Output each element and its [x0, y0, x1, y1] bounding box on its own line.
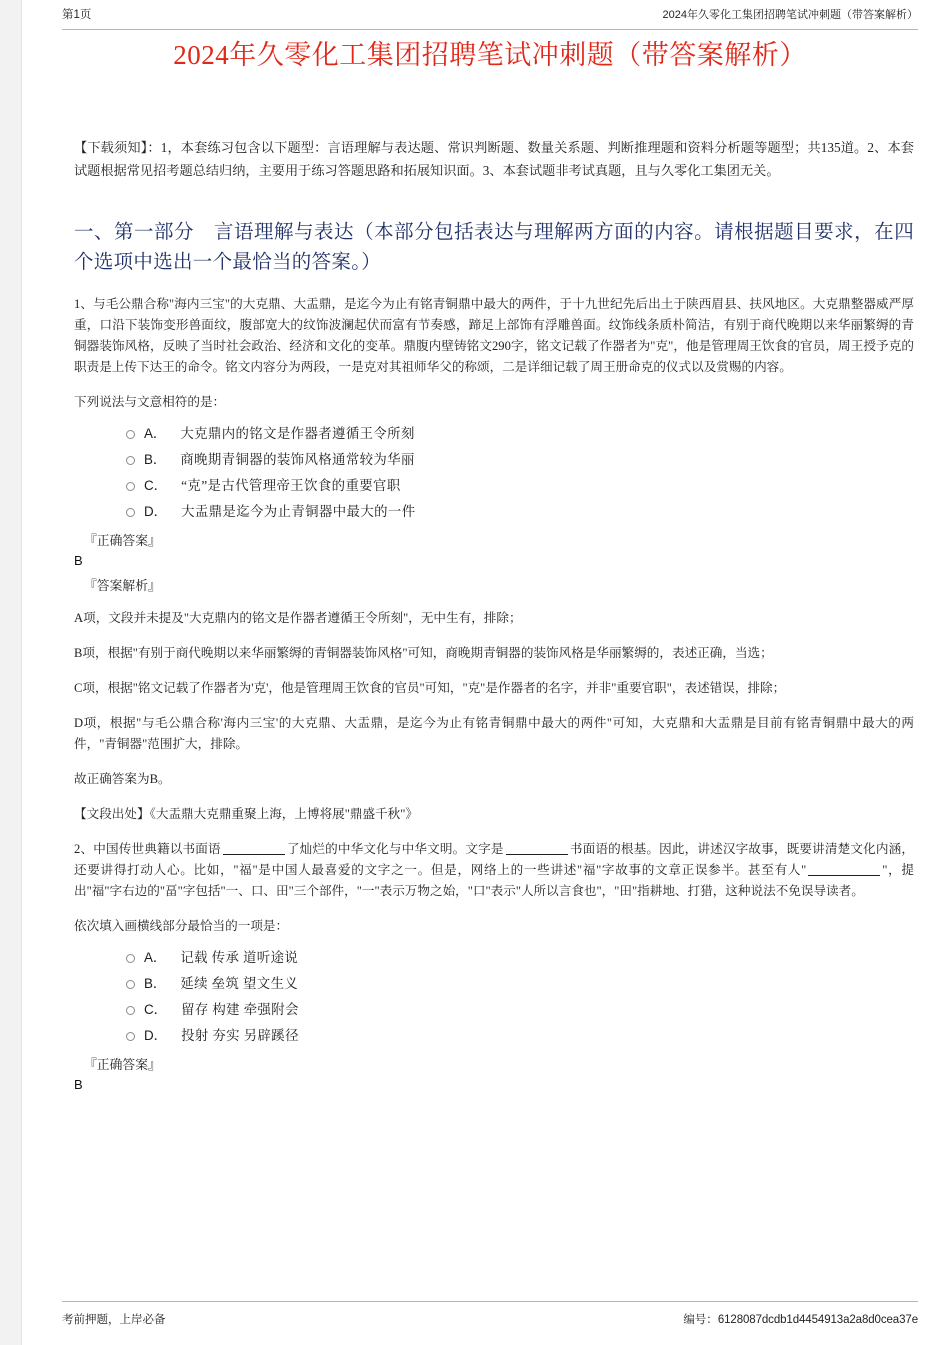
- option-text: “克”是古代管理帝王饮食的重要官职: [181, 478, 401, 493]
- question-1-analysis-label: 『答案解析』: [84, 579, 161, 593]
- question-2-answer-value: B: [74, 1077, 83, 1092]
- fill-blank-1[interactable]: [223, 843, 285, 855]
- fill-blank-2[interactable]: [506, 843, 568, 855]
- option-letter: D．: [144, 1028, 168, 1043]
- question-2-stem: [74, 839, 914, 902]
- question-2-prompt: 依次填入画横线部分最恰当的一项是：: [74, 919, 289, 933]
- page-left-margin-strip: [0, 0, 22, 1345]
- option-row[interactable]: [126, 1025, 914, 1047]
- question-1-analysis-d: D项，根据"与毛公鼎合称'海内三宝'的大克鼎、大盂鼎，是迄今为止有铭青铜鼎中最大的两件"可知，大克鼎和大盂鼎是目前有铭青铜鼎中最大的两件，"青铜器"范围扩大，排除。: [74, 716, 914, 751]
- option-text: 投射 夯实 另辟蹊径: [181, 1028, 299, 1043]
- option-text: 商晚期青铜器的装饰风格通常较为华丽: [180, 452, 415, 467]
- running-header-title: 2024年久零化工集团招聘笔试冲刺题（带答案解析）: [662, 9, 918, 21]
- source-text: 《大盂鼎大克鼎重聚上海，上博将展"鼎盛千秋"》: [149, 807, 419, 821]
- section-heading-part-one: 一、第一部分 言语理解与表达（本部分包括表达与理解两方面的内容。请根据题目要求，在四个选项中选出一个最恰当的答案。）: [74, 222, 914, 273]
- document-body: [74, 136, 914, 1100]
- option-row[interactable]: [126, 501, 914, 523]
- source-label: 【文段出处】: [74, 807, 150, 821]
- question-1-prompt: 下列说法与文意相符的是：: [74, 395, 226, 409]
- question-2-stem-part-1: 2、中国传世典籍以书面语: [74, 842, 221, 856]
- option-row[interactable]: [126, 947, 914, 969]
- option-letter: A．: [144, 950, 167, 965]
- footer-slogan: 考前押题，上岸必备: [62, 1314, 166, 1326]
- option-row[interactable]: [126, 423, 914, 445]
- option-row[interactable]: [126, 449, 914, 471]
- option-letter: A．: [144, 426, 167, 441]
- option-letter: D．: [144, 504, 168, 519]
- document-title: 2024年久零化工集团招聘笔试冲刺题（带答案解析）: [173, 40, 807, 70]
- question-2-answer-label: 『正确答案』: [84, 1058, 161, 1072]
- radio-button-icon[interactable]: [126, 456, 135, 465]
- option-row[interactable]: [126, 475, 914, 497]
- option-text: 大克鼎内的铭文是作器者遵循王令所刻: [180, 426, 415, 441]
- option-row[interactable]: [126, 999, 914, 1021]
- question-1-options: [74, 423, 914, 523]
- question-1-answer-label: 『正确答案』: [84, 534, 161, 548]
- running-footer: [62, 1301, 918, 1327]
- radio-button-icon[interactable]: [126, 954, 135, 963]
- option-text: 延续 垒筑 望文生义: [180, 976, 299, 991]
- option-letter: B．: [144, 976, 167, 991]
- question-1-stem: 1、与毛公鼎合称"海内三宝"的大克鼎、大盂鼎，是迄今为止有铭青铜鼎中最大的两件，于十九世纪先后出土于陕西眉县、扶风地区。大克鼎整器威严厚重，口沿下装饰变形兽面纹，腹部宽大的纹饰波澜起伏而富有节奏感，蹄足上部饰有浮雕兽面。纹饰线条质朴简洁，有别于商代晚期以来华丽繁缛的青铜器装饰风格，反映了当时社会政治、经济和文化的变革。鼎腹内壁铸铭文290字，铭文记载了作器者为"克"，他是管理周王饮食的官员，周王授予克的职责是上传下达王的命令。铭文内容分为两段，一是克对其祖师华父的称颂，二是详细记载了周王册命克的仪式以及赏赐的内容。: [74, 297, 914, 374]
- question-1-answer-value: B: [74, 553, 83, 568]
- question-1-analysis-b: B项，根据"有别于商代晚期以来华丽繁缛的青铜器装饰风格"可知，商晚期青铜器的装饰风格是华丽繁缛的，表述正确，当选；: [74, 646, 773, 660]
- question-1-analysis-c: C项，根据"铭文记载了作器者为'克'，他是管理周王饮食的官员"可知，"克"是作器者的名字，并非"重要官职"，表述错误，排除；: [74, 681, 786, 695]
- question-2-stem-part-3: 书面语的根基。因此，讲述汉字故事，既要讲清楚文化内涵，还要讲得打动人心。比如，"福"是中国人最喜爱的文字之一。但是，网络上的一些讲述"福"字故事的文章正误参半。甚至有人": [74, 842, 915, 877]
- radio-button-icon[interactable]: [126, 980, 135, 989]
- option-letter: B．: [144, 452, 167, 467]
- question-1-analysis-conclusion: 故正确答案为B。: [74, 772, 171, 786]
- question-2-stem-part-2: 了灿烂的中华文化与中华文明。文字是: [286, 842, 504, 856]
- footer-id-value: 6128087dcdb1d4454913a2a8d0cea37e: [717, 1314, 918, 1326]
- option-text: 大盂鼎是迄今为止青铜器中最大的一件: [181, 504, 416, 519]
- question-1-analysis-a: A项，文段并未提及"大克鼎内的铭文是作器者遵循王令所刻"，无中生有，排除；: [74, 611, 522, 625]
- footer-document-id: [683, 1311, 918, 1327]
- document-page: [22, 0, 950, 1345]
- option-text: 记载 传承 道听途说: [180, 950, 299, 965]
- radio-button-icon[interactable]: [126, 1032, 135, 1041]
- question-2-stem-part-4: "，提出"福"字右边的"畐"字包括"一、口、田"三个部件，"一"表示万物之始，"口"表示"人所以言食也"，"田"指耕地、打猎，这种说法不免误导读者。: [74, 863, 914, 898]
- fill-blank-3[interactable]: [808, 864, 880, 876]
- option-letter: C．: [144, 1002, 168, 1017]
- question-1-source: [74, 804, 914, 825]
- page-number-marker: 第1页: [62, 9, 92, 21]
- question-2-options: [74, 947, 914, 1047]
- download-notice: 【下载须知】：1，本套练习包含以下题型：言语理解与表达题、常识判断题、数量关系题、判断推理题和资料分析题等题型；共135道。2、本套试题根据常见招考题总结归纳，主要用于练习答题思路和拓展知识面。3、本套试题非考试真题，且与久零化工集团无关。: [74, 140, 914, 178]
- running-header: [62, 8, 918, 30]
- radio-button-icon[interactable]: [126, 1006, 135, 1015]
- radio-button-icon[interactable]: [126, 482, 135, 491]
- option-row[interactable]: [126, 973, 914, 995]
- option-letter: C．: [144, 478, 168, 493]
- radio-button-icon[interactable]: [126, 508, 135, 517]
- radio-button-icon[interactable]: [126, 430, 135, 439]
- footer-id-label: 编号：: [683, 1314, 718, 1326]
- option-text: 留存 构建 牵强附会: [181, 1002, 299, 1017]
